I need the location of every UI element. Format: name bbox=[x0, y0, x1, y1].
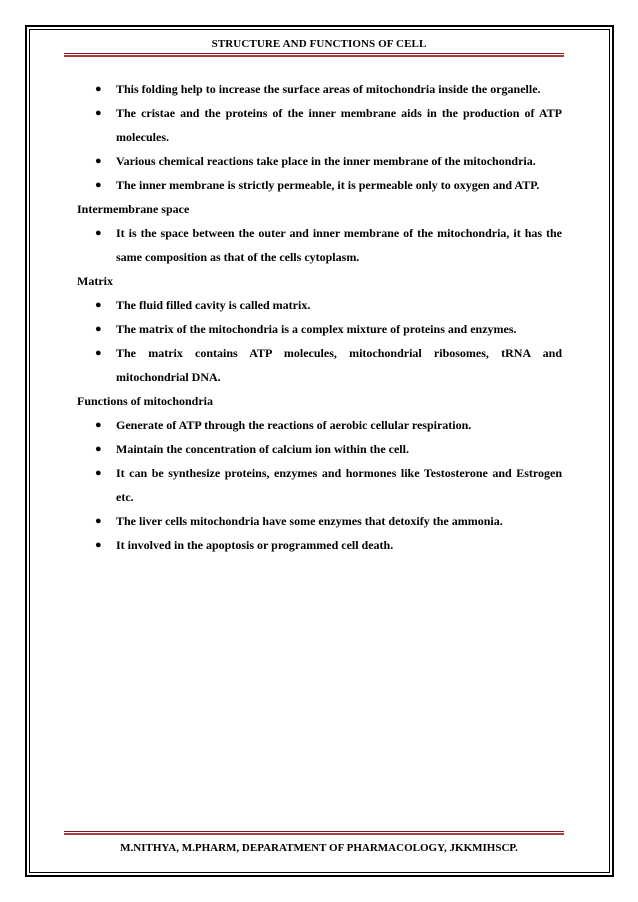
bullet-icon: ● bbox=[95, 419, 102, 431]
bullet-list-functions bbox=[77, 413, 562, 557]
list-item: ● It involved in the apoptosis or programmed cell death. bbox=[77, 533, 562, 557]
bullet-icon: ● bbox=[95, 155, 102, 167]
list-item: ● Generate of ATP through the reactions of aerobic cellular respiration. bbox=[77, 413, 562, 437]
section-heading-intermembrane: Intermembrane space bbox=[77, 202, 190, 216]
bullet-icon: ● bbox=[95, 299, 102, 311]
list-item: ● The liver cells mitochondria have some enzymes that detoxify the ammonia. bbox=[77, 509, 562, 533]
bullet-icon: ● bbox=[95, 515, 102, 527]
bullet-list-cristae bbox=[77, 77, 562, 197]
list-item: ● The matrix of the mitochondria is a complex mixture of proteins and enzymes. bbox=[77, 317, 562, 341]
bullet-icon: ● bbox=[95, 467, 102, 479]
page-footer-text: M.NITHYA, M.PHARM, DEPARATMENT OF PHARMACOLOGY, JKKMIHSCP. bbox=[120, 842, 518, 854]
header-rule bbox=[64, 53, 564, 57]
list-item: ● The matrix contains ATP molecules, mitochondrial ribosomes, tRNA and mitochondrial DNA. bbox=[77, 341, 562, 389]
list-item: ● This folding help to increase the surface areas of mitochondria inside the organelle. bbox=[77, 77, 562, 101]
bullet-list-matrix bbox=[77, 293, 562, 389]
bullet-icon: ● bbox=[95, 83, 102, 95]
bullet-list-intermembrane bbox=[77, 221, 562, 269]
bullet-icon: ● bbox=[95, 539, 102, 551]
list-item: ● The fluid filled cavity is called matrix. bbox=[77, 293, 562, 317]
bullet-icon: ● bbox=[95, 347, 102, 359]
section-heading-functions: Functions of mitochondria bbox=[77, 394, 214, 408]
list-item: ● It can be synthesize proteins, enzymes and hormones like Testosterone and Estrogen etc. bbox=[77, 461, 562, 509]
list-item: ● The inner membrane is strictly permeable, it is permeable only to oxygen and ATP. bbox=[77, 173, 562, 197]
list-item: ● It is the space between the outer and inner membrane of the mitochondria, it has the same composition as that of the cells cytoplasm. bbox=[77, 221, 562, 269]
bullet-icon: ● bbox=[95, 107, 102, 119]
list-item: ● Various chemical reactions take place in the inner membrane of the mitochondria. bbox=[77, 149, 562, 173]
bullet-icon: ● bbox=[95, 179, 102, 191]
section-heading-matrix: Matrix bbox=[77, 274, 113, 288]
page-header-title: STRUCTURE AND FUNCTIONS OF CELL bbox=[211, 38, 427, 50]
bullet-icon: ● bbox=[95, 443, 102, 455]
list-item: ● The cristae and the proteins of the inner membrane aids in the production of ATP molecules. bbox=[77, 101, 562, 149]
bullet-icon: ● bbox=[95, 227, 102, 239]
list-item: ● Maintain the concentration of calcium ion within the cell. bbox=[77, 437, 562, 461]
document-body bbox=[77, 77, 562, 557]
footer-rule bbox=[64, 831, 564, 835]
bullet-icon: ● bbox=[95, 323, 102, 335]
